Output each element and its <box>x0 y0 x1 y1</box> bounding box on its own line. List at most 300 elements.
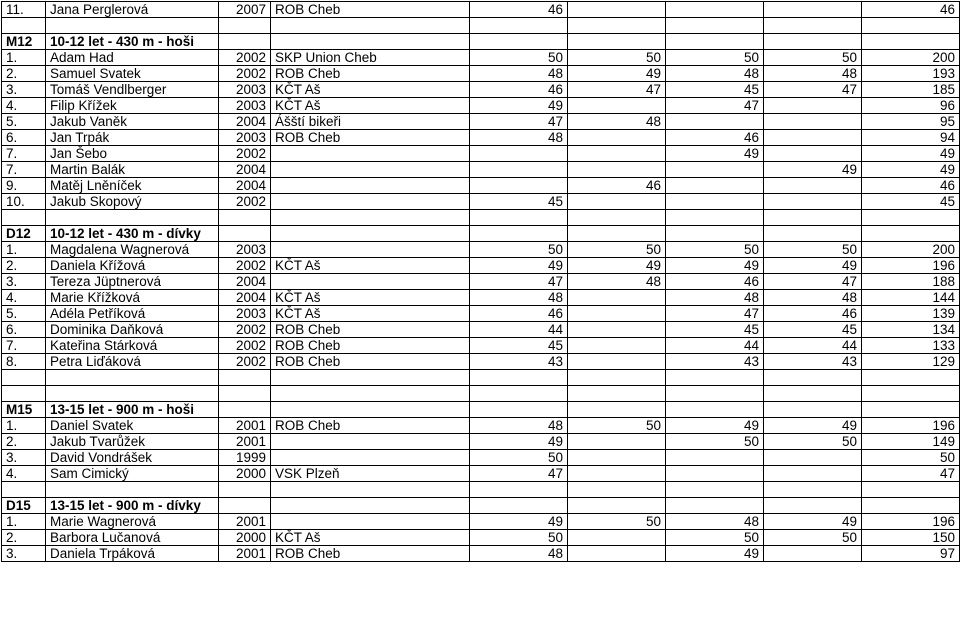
total-cell: 139 <box>862 306 960 322</box>
empty-cell <box>470 402 568 418</box>
category-code: D15 <box>2 498 46 514</box>
place-cell: 8. <box>2 354 46 370</box>
category-code: M12 <box>2 34 46 50</box>
total-cell: 46 <box>862 2 960 18</box>
club-cell: KČT Aš <box>271 82 470 98</box>
round3-cell <box>666 466 764 482</box>
empty-cell <box>666 386 764 402</box>
empty-cell <box>2 482 46 498</box>
empty-cell <box>666 370 764 386</box>
name-cell: Sam Cimický <box>46 466 219 482</box>
round3-cell: 49 <box>666 146 764 162</box>
empty-cell <box>568 226 666 242</box>
total-cell: 45 <box>862 194 960 210</box>
round2-cell: 50 <box>568 242 666 258</box>
empty-cell <box>46 370 219 386</box>
club-cell: ROB Cheb <box>271 66 470 82</box>
table-row <box>2 322 960 338</box>
round1-cell: 46 <box>470 2 568 18</box>
category-header-row <box>2 226 960 242</box>
empty-cell <box>862 482 960 498</box>
empty-cell <box>568 370 666 386</box>
round1-cell: 48 <box>470 290 568 306</box>
table-row <box>2 146 960 162</box>
empty-cell <box>46 18 219 34</box>
table-row <box>2 50 960 66</box>
round3-cell: 45 <box>666 322 764 338</box>
year-cell: 2003 <box>219 242 271 258</box>
empty-cell <box>219 18 271 34</box>
total-cell: 185 <box>862 82 960 98</box>
category-code: M15 <box>2 402 46 418</box>
empty-cell <box>470 34 568 50</box>
round1-cell: 46 <box>470 82 568 98</box>
name-cell: Adéla Petříková <box>46 306 219 322</box>
round3-cell: 49 <box>666 418 764 434</box>
round1-cell: 48 <box>470 130 568 146</box>
empty-cell <box>568 18 666 34</box>
round3-cell: 48 <box>666 66 764 82</box>
club-cell: KČT Aš <box>271 290 470 306</box>
year-cell: 2004 <box>219 290 271 306</box>
round4-cell: 45 <box>764 322 862 338</box>
round2-cell <box>568 130 666 146</box>
round1-cell: 49 <box>470 98 568 114</box>
year-cell: 2004 <box>219 274 271 290</box>
total-cell: 134 <box>862 322 960 338</box>
round2-cell <box>568 546 666 562</box>
name-cell: Filip Křížek <box>46 98 219 114</box>
table-row <box>2 258 960 274</box>
round3-cell: 47 <box>666 98 764 114</box>
round4-cell <box>764 466 862 482</box>
round1-cell: 47 <box>470 466 568 482</box>
category-header-row <box>2 34 960 50</box>
place-cell: 11. <box>2 2 46 18</box>
spacer-row <box>2 370 960 386</box>
round1-cell: 49 <box>470 434 568 450</box>
place-cell: 3. <box>2 274 46 290</box>
round3-cell <box>666 178 764 194</box>
place-cell: 2. <box>2 530 46 546</box>
round1-cell: 45 <box>470 194 568 210</box>
total-cell: 94 <box>862 130 960 146</box>
round1-cell: 48 <box>470 66 568 82</box>
round2-cell <box>568 146 666 162</box>
empty-cell <box>271 402 470 418</box>
empty-cell <box>666 18 764 34</box>
place-cell: 1. <box>2 514 46 530</box>
round2-cell <box>568 162 666 178</box>
round1-cell: 50 <box>470 530 568 546</box>
table-row <box>2 242 960 258</box>
empty-cell <box>219 386 271 402</box>
table-row <box>2 354 960 370</box>
round1-cell: 46 <box>470 306 568 322</box>
round3-cell: 48 <box>666 514 764 530</box>
name-cell: Kateřina Stárková <box>46 338 219 354</box>
empty-cell <box>764 482 862 498</box>
round2-cell <box>568 450 666 466</box>
name-cell: Magdalena Wagnerová <box>46 242 219 258</box>
round3-cell: 45 <box>666 82 764 98</box>
place-cell: 3. <box>2 82 46 98</box>
round1-cell <box>470 178 568 194</box>
round4-cell: 43 <box>764 354 862 370</box>
round4-cell: 47 <box>764 274 862 290</box>
empty-cell <box>666 402 764 418</box>
round4-cell: 50 <box>764 50 862 66</box>
club-cell: KČT Aš <box>271 258 470 274</box>
empty-cell <box>271 226 470 242</box>
empty-cell <box>862 402 960 418</box>
place-cell: 10. <box>2 194 46 210</box>
total-cell: 49 <box>862 162 960 178</box>
total-cell: 49 <box>862 146 960 162</box>
round3-cell: 46 <box>666 130 764 146</box>
year-cell: 2003 <box>219 306 271 322</box>
round4-cell <box>764 98 862 114</box>
place-cell: 1. <box>2 50 46 66</box>
club-cell <box>271 146 470 162</box>
empty-cell <box>219 402 271 418</box>
total-cell: 196 <box>862 258 960 274</box>
round3-cell <box>666 162 764 178</box>
table-row <box>2 114 960 130</box>
year-cell: 2003 <box>219 98 271 114</box>
empty-cell <box>46 210 219 226</box>
total-cell: 144 <box>862 290 960 306</box>
round1-cell: 50 <box>470 50 568 66</box>
club-cell: ROB Cheb <box>271 338 470 354</box>
round3-cell: 44 <box>666 338 764 354</box>
round3-cell <box>666 114 764 130</box>
total-cell: 196 <box>862 514 960 530</box>
table-row <box>2 274 960 290</box>
place-cell: 1. <box>2 418 46 434</box>
empty-cell <box>470 210 568 226</box>
name-cell: Jakub Vaněk <box>46 114 219 130</box>
empty-cell <box>219 34 271 50</box>
round4-cell: 49 <box>764 258 862 274</box>
spacer-row <box>2 386 960 402</box>
place-cell: 7. <box>2 146 46 162</box>
empty-cell <box>470 482 568 498</box>
empty-cell <box>862 370 960 386</box>
empty-cell <box>2 370 46 386</box>
results-body <box>2 2 960 562</box>
round1-cell: 50 <box>470 242 568 258</box>
empty-cell <box>568 498 666 514</box>
empty-cell <box>219 498 271 514</box>
round2-cell <box>568 338 666 354</box>
year-cell: 2002 <box>219 338 271 354</box>
table-row <box>2 98 960 114</box>
round2-cell <box>568 2 666 18</box>
year-cell: 2001 <box>219 546 271 562</box>
name-cell: Jakub Skopový <box>46 194 219 210</box>
round4-cell: 50 <box>764 434 862 450</box>
round1-cell: 48 <box>470 546 568 562</box>
empty-cell <box>764 498 862 514</box>
table-row <box>2 194 960 210</box>
club-cell: SKP Union Cheb <box>271 50 470 66</box>
round1-cell <box>470 162 568 178</box>
round3-cell <box>666 450 764 466</box>
total-cell: 200 <box>862 50 960 66</box>
table-row <box>2 466 960 482</box>
round4-cell <box>764 546 862 562</box>
empty-cell <box>2 386 46 402</box>
table-row <box>2 2 960 18</box>
table-row <box>2 450 960 466</box>
round1-cell: 49 <box>470 514 568 530</box>
place-cell: 7. <box>2 338 46 354</box>
round2-cell <box>568 306 666 322</box>
empty-cell <box>271 498 470 514</box>
empty-cell <box>764 370 862 386</box>
club-cell <box>271 450 470 466</box>
empty-cell <box>470 370 568 386</box>
round2-cell: 48 <box>568 274 666 290</box>
place-cell: 6. <box>2 130 46 146</box>
empty-cell <box>666 498 764 514</box>
empty-cell <box>764 18 862 34</box>
table-row <box>2 434 960 450</box>
empty-cell <box>470 18 568 34</box>
name-cell: Barbora Lučanová <box>46 530 219 546</box>
empty-cell <box>862 226 960 242</box>
table-row <box>2 290 960 306</box>
round4-cell: 47 <box>764 82 862 98</box>
round4-cell: 48 <box>764 66 862 82</box>
name-cell: Tomáš Vendlberger <box>46 82 219 98</box>
club-cell: ROB Cheb <box>271 322 470 338</box>
total-cell: 193 <box>862 66 960 82</box>
total-cell: 150 <box>862 530 960 546</box>
empty-cell <box>568 210 666 226</box>
table-row <box>2 530 960 546</box>
total-cell: 46 <box>862 178 960 194</box>
round4-cell: 49 <box>764 418 862 434</box>
empty-cell <box>764 386 862 402</box>
club-cell <box>271 162 470 178</box>
total-cell: 133 <box>862 338 960 354</box>
results-table <box>1 1 960 562</box>
place-cell: 3. <box>2 450 46 466</box>
name-cell: Martin Balák <box>46 162 219 178</box>
year-cell: 2003 <box>219 82 271 98</box>
total-cell: 96 <box>862 98 960 114</box>
empty-cell <box>862 18 960 34</box>
club-cell <box>271 434 470 450</box>
table-row <box>2 338 960 354</box>
club-cell: VSK Plzeň <box>271 466 470 482</box>
year-cell: 2001 <box>219 418 271 434</box>
total-cell: 149 <box>862 434 960 450</box>
total-cell: 50 <box>862 450 960 466</box>
category-code: D12 <box>2 226 46 242</box>
club-cell: ROB Cheb <box>271 418 470 434</box>
round3-cell: 46 <box>666 274 764 290</box>
empty-cell <box>2 210 46 226</box>
round3-cell: 48 <box>666 290 764 306</box>
round1-cell: 50 <box>470 450 568 466</box>
round1-cell: 43 <box>470 354 568 370</box>
round2-cell <box>568 194 666 210</box>
name-cell: Tereza Jüptnerová <box>46 274 219 290</box>
table-row <box>2 130 960 146</box>
place-cell: 4. <box>2 290 46 306</box>
place-cell: 2. <box>2 434 46 450</box>
club-cell: Ášští bikeři <box>271 114 470 130</box>
category-title: 10-12 let - 430 m - hoši <box>46 34 219 50</box>
name-cell: David Vondrášek <box>46 450 219 466</box>
category-title: 13-15 let - 900 m - dívky <box>46 498 219 514</box>
round2-cell: 47 <box>568 82 666 98</box>
name-cell: Adam Had <box>46 50 219 66</box>
round4-cell: 44 <box>764 338 862 354</box>
spacer-row <box>2 210 960 226</box>
place-cell: 6. <box>2 322 46 338</box>
round1-cell: 44 <box>470 322 568 338</box>
round3-cell: 49 <box>666 546 764 562</box>
club-cell: KČT Aš <box>271 306 470 322</box>
empty-cell <box>2 18 46 34</box>
round2-cell <box>568 466 666 482</box>
place-cell: 1. <box>2 242 46 258</box>
table-row <box>2 82 960 98</box>
year-cell: 2001 <box>219 514 271 530</box>
round4-cell: 48 <box>764 290 862 306</box>
place-cell: 4. <box>2 466 46 482</box>
round2-cell: 49 <box>568 258 666 274</box>
empty-cell <box>219 226 271 242</box>
round3-cell: 47 <box>666 306 764 322</box>
empty-cell <box>271 482 470 498</box>
round3-cell: 43 <box>666 354 764 370</box>
category-title: 10-12 let - 430 m - dívky <box>46 226 219 242</box>
year-cell: 2002 <box>219 66 271 82</box>
place-cell: 5. <box>2 114 46 130</box>
table-row <box>2 178 960 194</box>
round1-cell: 47 <box>470 114 568 130</box>
empty-cell <box>666 210 764 226</box>
empty-cell <box>271 386 470 402</box>
table-row <box>2 162 960 178</box>
name-cell: Jana Perglerová <box>46 2 219 18</box>
empty-cell <box>568 402 666 418</box>
round3-cell: 50 <box>666 434 764 450</box>
round2-cell: 50 <box>568 50 666 66</box>
round2-cell: 48 <box>568 114 666 130</box>
round1-cell: 47 <box>470 274 568 290</box>
empty-cell <box>470 226 568 242</box>
round4-cell <box>764 2 862 18</box>
place-cell: 2. <box>2 66 46 82</box>
name-cell: Jan Trpák <box>46 130 219 146</box>
round2-cell <box>568 290 666 306</box>
round2-cell: 49 <box>568 66 666 82</box>
club-cell: KČT Aš <box>271 530 470 546</box>
round4-cell <box>764 114 862 130</box>
club-cell: ROB Cheb <box>271 354 470 370</box>
empty-cell <box>862 210 960 226</box>
round4-cell <box>764 194 862 210</box>
total-cell: 200 <box>862 242 960 258</box>
table-row <box>2 546 960 562</box>
total-cell: 196 <box>862 418 960 434</box>
total-cell: 47 <box>862 466 960 482</box>
total-cell: 188 <box>862 274 960 290</box>
empty-cell <box>862 34 960 50</box>
round3-cell: 50 <box>666 530 764 546</box>
year-cell: 2002 <box>219 354 271 370</box>
year-cell: 2002 <box>219 194 271 210</box>
table-row <box>2 306 960 322</box>
round3-cell <box>666 2 764 18</box>
empty-cell <box>271 210 470 226</box>
table-row <box>2 66 960 82</box>
empty-cell <box>470 498 568 514</box>
name-cell: Petra Liďáková <box>46 354 219 370</box>
empty-cell <box>764 34 862 50</box>
club-cell <box>271 194 470 210</box>
name-cell: Dominika Daňková <box>46 322 219 338</box>
club-cell <box>271 514 470 530</box>
name-cell: Marie Křížková <box>46 290 219 306</box>
year-cell: 2000 <box>219 466 271 482</box>
round4-cell: 49 <box>764 514 862 530</box>
round3-cell: 50 <box>666 242 764 258</box>
name-cell: Jan Šebo <box>46 146 219 162</box>
empty-cell <box>271 34 470 50</box>
year-cell: 2001 <box>219 434 271 450</box>
name-cell: Daniela Křížová <box>46 258 219 274</box>
round3-cell: 50 <box>666 50 764 66</box>
name-cell: Matěj Lněníček <box>46 178 219 194</box>
club-cell: ROB Cheb <box>271 546 470 562</box>
round2-cell <box>568 354 666 370</box>
empty-cell <box>568 386 666 402</box>
empty-cell <box>666 226 764 242</box>
round4-cell: 50 <box>764 242 862 258</box>
total-cell: 95 <box>862 114 960 130</box>
club-cell: KČT Aš <box>271 98 470 114</box>
year-cell: 2002 <box>219 258 271 274</box>
year-cell: 2002 <box>219 322 271 338</box>
empty-cell <box>219 482 271 498</box>
place-cell: 5. <box>2 306 46 322</box>
club-cell <box>271 178 470 194</box>
round2-cell <box>568 530 666 546</box>
year-cell: 2000 <box>219 530 271 546</box>
empty-cell <box>764 226 862 242</box>
round3-cell: 49 <box>666 258 764 274</box>
year-cell: 2007 <box>219 2 271 18</box>
round3-cell <box>666 194 764 210</box>
year-cell: 2003 <box>219 130 271 146</box>
round4-cell <box>764 146 862 162</box>
club-cell: ROB Cheb <box>271 130 470 146</box>
empty-cell <box>271 370 470 386</box>
empty-cell <box>470 386 568 402</box>
name-cell: Daniela Trpáková <box>46 546 219 562</box>
empty-cell <box>862 386 960 402</box>
table-row <box>2 514 960 530</box>
empty-cell <box>666 34 764 50</box>
category-header-row <box>2 498 960 514</box>
